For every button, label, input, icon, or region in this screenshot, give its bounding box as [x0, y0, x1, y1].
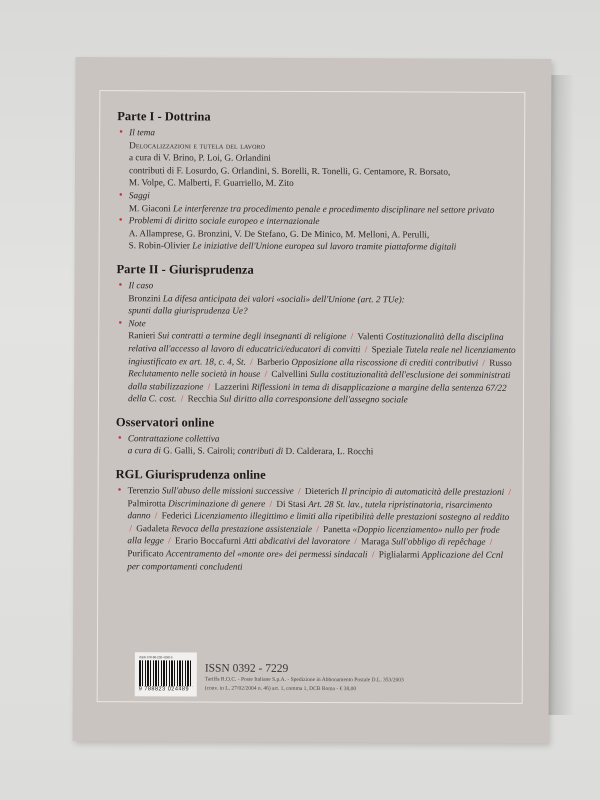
- article-title: Revoca della prestazione assistenziale: [171, 523, 313, 534]
- article-title: Riflessioni in tema di disapplicazione a margine della sentenza 67/22 della C. cost.: [127, 381, 507, 404]
- postal-line-1: Tariffa R.O.C. - Poste Italiane S.p.A. - Spedizione in Abbonamento Postale D.L. 353/2003: [204, 676, 404, 684]
- author: Valenti: [357, 331, 384, 342]
- article-title: Il principio di automaticità delle prestazioni: [341, 486, 505, 497]
- issn: ISSN 0392 - 7229: [204, 662, 289, 675]
- theme-title: Delocalizzazioni e tutela del lavoro: [129, 139, 266, 151]
- article-title: Tutela reale nel licenziamento ingiustificato ex art. 18, c. 4, St.: [128, 344, 516, 367]
- item-heading: Contrattazione collettiva: [127, 433, 220, 444]
- separator: /: [207, 381, 211, 392]
- article-title: La difesa anticipata dei valori «sociali» dell'Unione (art. 2 TUe):: [162, 292, 405, 304]
- author: Speziale: [371, 344, 403, 355]
- article-title: Licenziamento illegittimo e limiti alla ripetibilità delle prestazioni sostegno al reddito: [194, 510, 510, 523]
- author: Ranieri: [128, 330, 156, 341]
- separator: /: [168, 535, 171, 546]
- article-title: Sull'obbligo di repêchage: [391, 536, 486, 548]
- barcode-isbn: ISBN 978-88-230-4398-9: [138, 655, 173, 660]
- item-il-tema: [117, 126, 517, 191]
- item-saggi: [117, 189, 517, 216]
- article-title: Le interferenze tra procedimento penale e procedimento disciplinare nel settore privato: [172, 202, 495, 215]
- separator: /: [316, 523, 319, 534]
- article-title: «Doppio licenziamento» nullo per frode alla legge: [127, 524, 500, 546]
- postal-line-2: (conv. in L. 27/02/2004 n. 46) art. 1, comma 1, DCB Roma - € 38,00: [204, 685, 357, 692]
- author: Lazzerini: [214, 381, 250, 392]
- book-back-cover: [73, 57, 552, 743]
- barcode-number: 9 788823 024489: [138, 686, 190, 693]
- separator: /: [371, 549, 375, 560]
- article-title: Accentramento del «monte ore» dei permessi sindacali: [165, 548, 368, 560]
- item-heading: Note: [128, 317, 146, 328]
- separator: /: [269, 498, 273, 509]
- author: Purificato: [127, 548, 164, 559]
- bullet-icon: •: [118, 279, 123, 292]
- barcode-bars-icon: [139, 660, 193, 686]
- separator: /: [129, 523, 133, 534]
- article-title: Atti abdicativi del lavoratore: [243, 536, 351, 547]
- section-title: Osservatori online: [115, 415, 215, 430]
- separator: /: [154, 510, 158, 521]
- author: Russo: [489, 357, 512, 368]
- author: Bronzini: [128, 292, 161, 303]
- author: Gadaleta: [136, 523, 169, 534]
- item-note: [116, 317, 516, 407]
- author: Federici: [161, 510, 192, 521]
- item-problemi: [117, 214, 517, 254]
- author: Palmirotta: [127, 497, 166, 509]
- separator: /: [364, 344, 368, 355]
- bullet-icon: •: [118, 189, 123, 202]
- article-title: Sull'abuso delle missioni successive: [161, 485, 294, 496]
- separator: /: [350, 331, 354, 342]
- curated-label: a cura di: [127, 445, 161, 456]
- item-heading: Il tema: [129, 127, 155, 138]
- separator: /: [489, 537, 493, 548]
- article-title: Opposizione alla riscossione di crediti contributivi: [291, 356, 479, 368]
- section-giurisprudenza: [116, 262, 517, 407]
- bullet-icon: •: [117, 484, 122, 497]
- item-heading: Problemi di diritto sociale europeo e internazionale: [128, 215, 320, 227]
- curators: G. Galli, S. Cairoli;: [163, 445, 236, 457]
- separator: /: [264, 368, 268, 379]
- curators: a cura di V. Brino, P. Loi, G. Orlandini: [129, 152, 271, 164]
- contributors: D. Calderara, L. Rocchi: [285, 446, 374, 457]
- separator: /: [250, 356, 253, 367]
- separator: /: [354, 536, 357, 547]
- author: S. Robin-Olivier: [128, 240, 190, 251]
- separator: /: [298, 486, 301, 497]
- publication-info: [135, 652, 535, 702]
- barcode: [135, 652, 197, 696]
- author: Barberio: [256, 356, 290, 367]
- article-title: Costituzionalità della disciplina relativa all'accesso al lavoro di educatrici/educatori di convitti: [128, 331, 504, 355]
- separator: /: [180, 393, 184, 404]
- article-title: Discriminazione di genere: [168, 498, 266, 509]
- section-title: Parte I - Dottrina: [117, 109, 211, 124]
- table-of-contents: [115, 109, 517, 584]
- contributors-cont: M. Volpe, C. Malberti, F. Guarriello, M. Zito: [128, 177, 294, 189]
- contributors: contributi di F. Losurdo, G. Orlandini, S. Borelli, R. Tonelli, G. Centamore, R. Borsato,: [128, 164, 451, 177]
- contributors-label: contributi di: [237, 446, 284, 457]
- item-rgl-list: [115, 484, 515, 574]
- author: Maraga: [361, 536, 390, 547]
- author: Di Stasi: [276, 498, 306, 509]
- bullet-icon: •: [118, 316, 123, 329]
- section-dottrina: [117, 109, 518, 254]
- bullet-icon: •: [119, 126, 124, 139]
- article-title: Reclutamento nelle società in house: [128, 368, 261, 379]
- author: Terenzio: [127, 485, 160, 496]
- author: Dieterich: [304, 486, 340, 497]
- item-heading: Saggi: [128, 190, 150, 201]
- article-title: Le iniziative dell'Unione europea sul lavoro tramite piattaforme digitali: [192, 240, 457, 252]
- item-contrattazione: [116, 432, 516, 459]
- author: Calvellini: [271, 368, 308, 380]
- item-il-caso: [116, 279, 516, 319]
- book-shadow: [548, 75, 574, 715]
- author: Recchia: [187, 393, 218, 404]
- author: Erario Boccafurni: [175, 535, 242, 547]
- article-title: Sul diritto alla corresponsione dell'assegno sociale: [219, 393, 408, 405]
- article-title-cont: spunti dalla giurisprudenza Ue?: [128, 305, 248, 316]
- separator: /: [482, 357, 486, 368]
- bullet-icon: •: [117, 432, 122, 445]
- author: Piglialarmi: [378, 549, 420, 560]
- article-title: Applicazione del Ccnl per comportamenti concludenti: [127, 549, 504, 572]
- article-title: Sulla costituzionalità dell'esclusione dei somministrati dalla stabilizzazione: [128, 369, 511, 392]
- bullet-icon: •: [118, 214, 123, 227]
- author: M. Giaconi: [128, 202, 171, 213]
- issn-block: [205, 663, 404, 694]
- author: Panetta: [323, 523, 351, 535]
- article-title: Art. 28 St. lav., tutela ripristinatoria, risarcimento danno: [127, 498, 493, 521]
- authors: A. Allamprese, G. Bronzini, V. De Stefano, G. De Minico, M. Melloni, A. Perulli,: [128, 227, 430, 240]
- note-list: [128, 331, 516, 405]
- section-osservatori: [116, 415, 516, 459]
- section-rgl-online: [115, 467, 515, 574]
- separator: /: [508, 486, 512, 497]
- item-heading: Il caso: [128, 280, 154, 291]
- section-title: RGL Giurisprudenza online: [115, 467, 266, 482]
- section-title: Parte II - Giurisprudenza: [116, 262, 254, 277]
- article-title: Sui contratti a termine degli insegnanti di religione: [157, 330, 347, 342]
